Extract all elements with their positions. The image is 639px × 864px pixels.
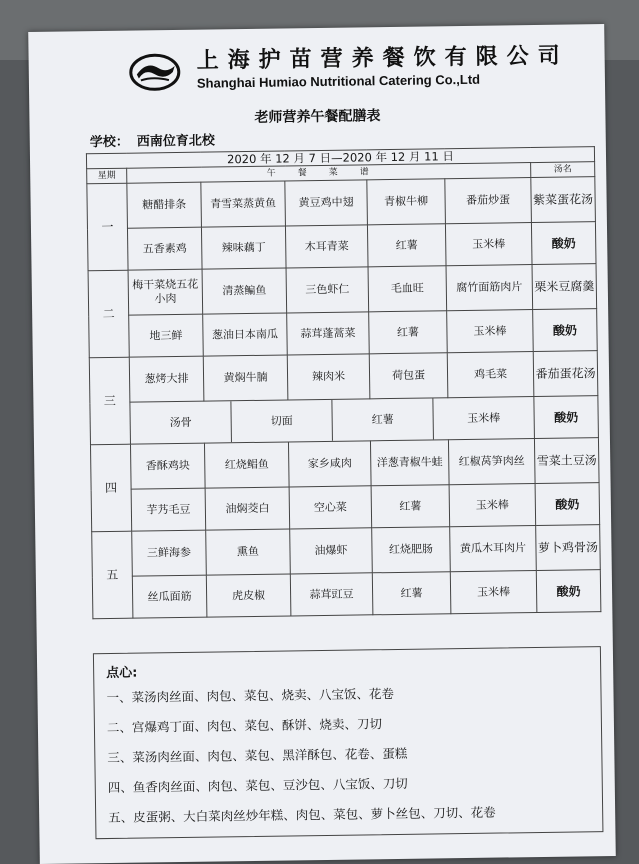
dish-cell: 黄瓜木耳肉片 <box>450 526 537 572</box>
dish-cell: 玉米棒 <box>447 310 534 353</box>
dish-cell: 红烧肥肠 <box>372 527 451 573</box>
dish-cell: 玉米棒 <box>467 411 501 425</box>
dish-cell: 地三鲜 <box>129 314 204 357</box>
soup-cell: 栗米豆腐羹 <box>532 264 597 310</box>
lunch-menu-table <box>86 146 601 619</box>
header-soup: 汤名 <box>531 162 595 178</box>
snack-line: 一、菜汤肉丝面、肉包、菜包、烧卖、八宝饭、花卷 <box>106 686 395 706</box>
yogurt-label: 酸奶 <box>552 322 578 338</box>
yogurt-label: 酸奶 <box>555 496 580 512</box>
day-label: 四 <box>90 444 131 532</box>
dish-cell: 毛血旺 <box>368 266 447 312</box>
dish-cell: 红薯 <box>371 485 450 528</box>
dish-cell: 黄豆鸡中翅 <box>285 180 368 226</box>
dish-cell: 玉米棒 <box>450 571 537 614</box>
dish-cell: 梅干菜烧五花小肉 <box>128 269 203 315</box>
dish-row-merged <box>130 397 535 445</box>
dish-cell: 三色虾仁 <box>286 267 369 313</box>
snack-line: 二、宫爆鸡丁面、肉包、菜包、酥饼、烧卖、刀切 <box>106 716 383 736</box>
dish-cell: 木耳青菜 <box>285 225 368 268</box>
day-label: 二 <box>88 270 129 358</box>
dish-cell: 汤骨 <box>130 401 232 443</box>
school-line <box>90 129 215 150</box>
dish-cell: 芋艿毛豆 <box>131 488 206 531</box>
dish-cell: 辣肉米 <box>287 354 370 400</box>
letterhead <box>28 24 605 132</box>
yogurt-cell <box>536 570 601 613</box>
dish-cell: 荷包蛋 <box>369 353 448 399</box>
dish-cell: 糖醋排条 <box>127 182 202 228</box>
soup-cell: 番茄蛋花汤 <box>533 351 598 397</box>
school-label: 学校： <box>89 134 129 151</box>
snack-line: 四、鱼香肉丝面、肉包、菜包、豆沙包、八宝饭、刀切 <box>107 775 408 796</box>
yogurt-cell <box>531 222 596 265</box>
dish-cell: 番茄炒蛋 <box>445 178 532 224</box>
dish-cell: 五香素鸡 <box>127 227 202 270</box>
date-range: 2020 年 12 月 7 日—2020 年 12 月 11 日 <box>86 147 594 169</box>
dish-cell: 葱烤大排 <box>129 356 204 402</box>
company-name-cn: 上海护苗营养餐饮有限公司 <box>196 42 569 74</box>
dish-cell: 三鲜海参 <box>132 530 207 576</box>
dish-cell: 家乡咸肉 <box>288 441 371 487</box>
dish-cell: 葱油日本南瓜 <box>203 313 288 356</box>
soup-cell: 萝卜鸡骨汤 <box>536 525 601 571</box>
yogurt-label: 酸奶 <box>556 583 581 599</box>
header-day: 星期 <box>87 168 127 184</box>
yogurt-label: 酸奶 <box>554 409 579 425</box>
dish-cell: 青雪菜蒸黄鱼 <box>201 181 286 227</box>
dish-cell: 红烧鲳鱼 <box>204 442 289 488</box>
dish-cell: 玉米棒 <box>449 484 536 527</box>
snacks-title: 点心: <box>106 665 138 682</box>
dish-cell: 熏鱼 <box>206 529 291 575</box>
snacks-section <box>93 646 604 839</box>
snack-line: 五、皮蛋粥、大白菜肉丝炒年糕、肉包、菜包、萝卜丝包、刀切、花卷 <box>108 804 496 826</box>
dish-cell: 蒜茸蓬蒿菜 <box>287 312 370 355</box>
dish-cell: 鸡毛菜 <box>447 352 534 398</box>
page-title: 老师营养午餐配膳表 <box>254 108 381 126</box>
dish-cell: 油爆虾 <box>290 528 373 574</box>
soup-cell: 紫菜蛋花汤 <box>531 177 596 223</box>
dish-cell: 辣味藕丁 <box>201 226 286 269</box>
school-name: 西南位育北校 <box>136 133 215 150</box>
dish-cell: 玉米棒 <box>445 223 532 266</box>
dish-cell: 红薯 <box>332 398 434 440</box>
snack-line: 三、菜汤肉丝面、肉包、菜包、黑洋酥包、花卷、蛋糕 <box>107 745 408 766</box>
dish-cell: 丝瓜面筋 <box>132 575 207 618</box>
company-name-en: Shanghai Humiao Nutritional Catering Co.,Ltd <box>196 71 481 91</box>
dish-cell: 油焖茭白 <box>205 487 290 530</box>
humiao-logo-icon <box>129 52 182 93</box>
dish-cell: 红椒莴笋肉丝 <box>448 439 535 485</box>
dish-cell: 红薯 <box>369 311 448 354</box>
dish-cell: 红薯 <box>372 572 451 615</box>
dish-cell: 香酥鸡块 <box>130 443 205 489</box>
yogurt-cell <box>533 309 598 352</box>
day-label: 五 <box>92 531 133 619</box>
dish-cell: 切面 <box>231 400 333 442</box>
yogurt-label: 酸奶 <box>551 235 576 251</box>
header-dishes: 午餐菜谱 <box>127 163 531 184</box>
dish-cell: 腐竹面筋肉片 <box>446 265 533 311</box>
dish-row-cells <box>130 397 534 444</box>
soup-cell: 雪菜土豆汤 <box>534 438 599 484</box>
day-label: 三 <box>89 357 130 445</box>
dish-cell: 红薯 <box>367 224 446 267</box>
dish-cell: 空心菜 <box>289 486 372 529</box>
yogurt-cell <box>534 396 599 439</box>
dish-cell: 虎皮椒 <box>206 574 291 617</box>
dish-cell: 黄焖牛腩 <box>203 355 288 401</box>
dish-cell: 蒜茸豇豆 <box>290 573 373 616</box>
dish-cell: 青椒牛柳 <box>367 179 446 225</box>
day-label: 一 <box>87 183 128 271</box>
menu-sheet <box>28 24 616 864</box>
yogurt-cell <box>535 483 600 526</box>
dish-cell: 洋葱青椒牛蛙 <box>370 440 449 486</box>
dish-cell: 清蒸鳊鱼 <box>202 268 287 314</box>
